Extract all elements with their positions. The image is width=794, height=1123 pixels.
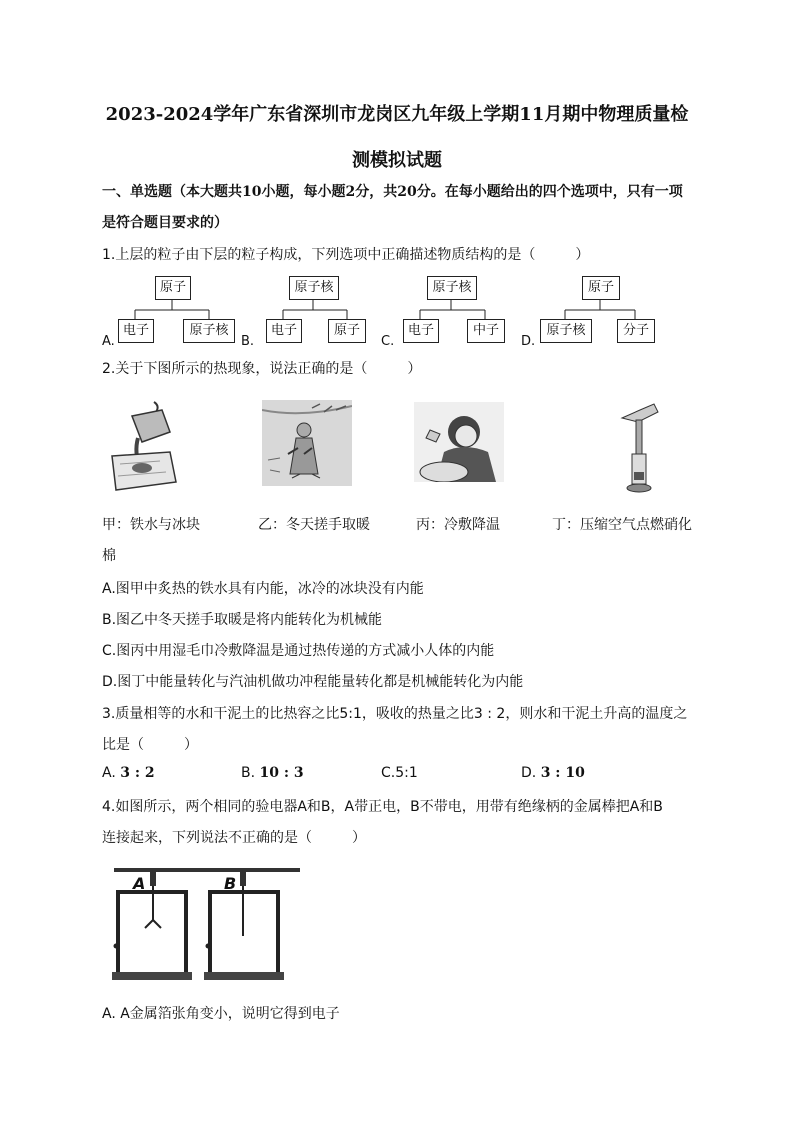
q1-c-right: 中子 <box>467 319 505 343</box>
q3-option-b[interactable]: B. 10 : 3 <box>241 765 304 781</box>
cold-compress-illustration <box>414 402 504 482</box>
paper-title-line2: 测模拟试题 <box>352 150 442 171</box>
q1-stem: 1.上层的粒子由下层的粒子构成，下列选项中正确描述物质结构的是（ ） <box>102 247 590 263</box>
section-heading: 一、单选题（本大题共10小题，每小题2分，共20分。在每小题给出的四个选项中，只有一项 <box>102 184 683 200</box>
q1-b-top: 原子核 <box>289 276 339 300</box>
q1-a-right: 原子核 <box>183 319 235 343</box>
electroscope-b-label: B <box>224 874 237 893</box>
caption-ding: 丁：压缩空气点燃硝化 <box>552 517 692 533</box>
q2-option-b[interactable]: B.图乙中冬天搓手取暖是将内能转化为机械能 <box>102 612 383 628</box>
rubbing-hands-illustration <box>262 400 352 486</box>
q2-option-a[interactable]: A.图甲中炙热的铁水具有内能，冰冷的冰块没有内能 <box>102 581 424 597</box>
q1-a-top: 原子 <box>155 276 191 300</box>
q3-stem-cont: 比是（ ） <box>102 737 198 753</box>
caption-yi: 乙：冬天搓手取暖 <box>258 517 370 533</box>
q3-option-a[interactable]: A. 3 : 2 <box>102 765 155 781</box>
caption-jia: 甲：铁水与冰块 <box>102 517 200 533</box>
q1-option-c[interactable]: C. <box>381 334 395 349</box>
q1-option-d[interactable]: D. <box>521 334 536 349</box>
section-heading-cont: 是符合题目要求的） <box>102 215 228 231</box>
q1-b-left: 电子 <box>266 319 302 343</box>
air-compression-illustration <box>612 398 672 494</box>
iron-ice-illustration <box>102 398 182 498</box>
q2-stem: 2.关于下图所示的热现象，说法正确的是（ ） <box>102 361 422 377</box>
q2-option-d[interactable]: D.图丁中能量转化与汽油机做功冲程能量转化都是机械能转化为内能 <box>102 674 524 690</box>
caption-bing: 丙：冷敷降温 <box>416 517 500 533</box>
paper-title-line1: 2023-2024学年广东省深圳市龙岗区九年级上学期11月期中物理质量检 <box>105 104 689 125</box>
q1-a-left: 电子 <box>118 319 154 343</box>
q4-option-a[interactable]: A. A金属箔张角变小，说明它得到电子 <box>102 1006 340 1022</box>
q3-stem: 3.质量相等的水和干泥土的比热容之比5:1，吸收的热量之比3 : 2，则水和干泥土升高的温度之 <box>102 706 688 722</box>
q2-option-c[interactable]: C.图丙中用湿毛巾冷敷降温是通过热传递的方式减小人体的内能 <box>102 643 495 659</box>
q1-c-left: 电子 <box>403 319 439 343</box>
q3-option-d[interactable]: D. 3 : 10 <box>521 765 585 781</box>
q1-c-top: 原子核 <box>427 276 477 300</box>
q1-d-left: 原子核 <box>540 319 592 343</box>
q1-d-top: 原子 <box>582 276 620 300</box>
q1-option-b[interactable]: B. <box>241 334 255 349</box>
q4-stem-cont: 连接起来，下列说法不正确的是（ ） <box>102 830 366 846</box>
q1-option-a[interactable]: A. <box>102 334 115 349</box>
q3-option-c[interactable]: C.5:1 <box>381 765 418 781</box>
q1-d-right: 分子 <box>617 319 655 343</box>
q1-b-right: 原子 <box>328 319 366 343</box>
electroscope-a-label: A <box>133 874 146 893</box>
caption-ding-wrap: 棉 <box>102 548 116 564</box>
q4-stem: 4.如图所示，两个相同的验电器A和B，A带正电，B不带电，用带有绝缘柄的金属棒把A和B <box>102 799 663 815</box>
